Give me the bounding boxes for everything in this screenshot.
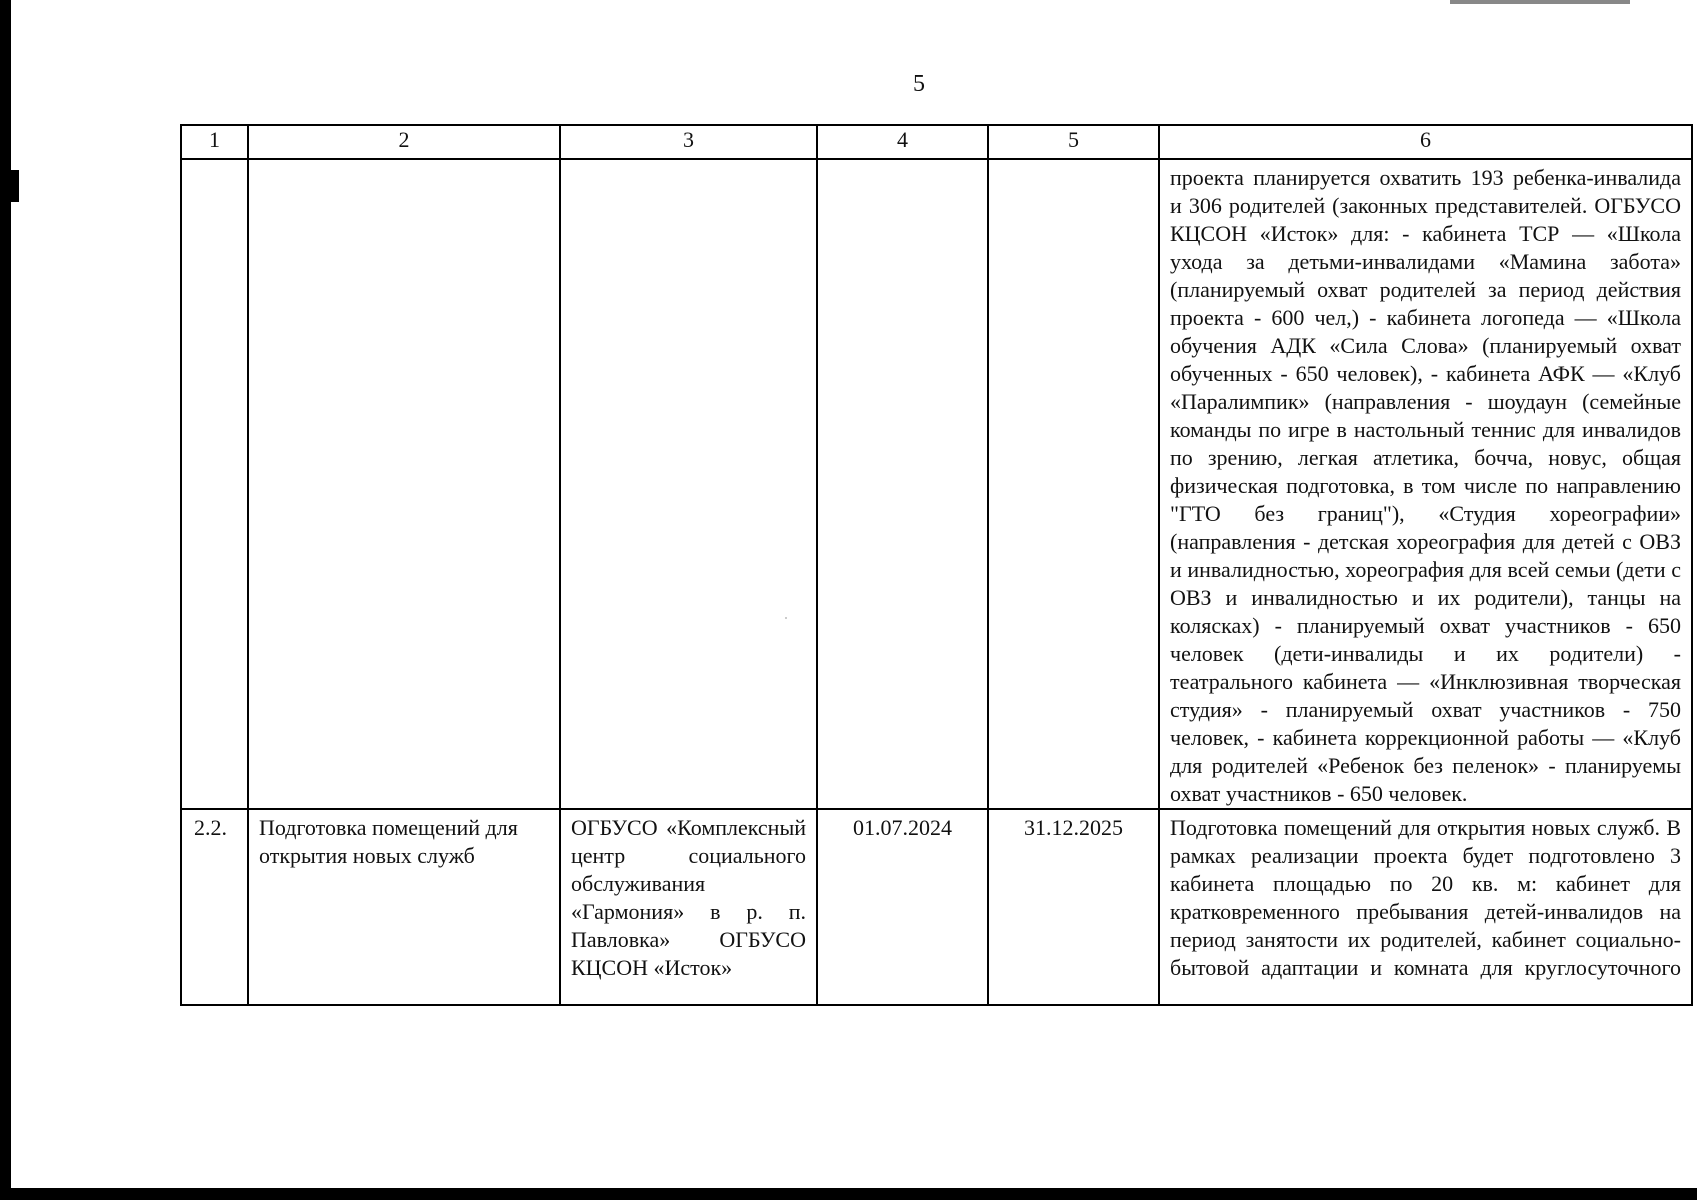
continuation-col-3 [560,159,817,809]
continuation-col-4 [817,159,988,809]
header-col-4: 4 [817,125,988,159]
document-table [180,124,1693,1006]
row-number: 2.2. [181,809,248,1005]
header-col-3: 3 [560,125,817,159]
scan-edge-top [1450,0,1630,4]
scan-edge-left [0,0,11,1200]
row-start-date: 01.07.2024 [817,809,988,1005]
continuation-col-2 [248,159,560,809]
header-col-2: 2 [248,125,560,159]
continuation-description: проекта планируется охватить 193 ребенка-инвалида и 306 родителей (законных представителей. ОГБУСО КЦСОН «Исток» для: - кабинета ТСР — «Школа ухода за детьми-инвалидами «Мамина забота» (планируемый охват родителей за период действия проекта - 600 чел,) - кабинета логопеда — «Школа обучения АДК «Сила Слова» (планируемый охват обученных - 650 человек), - кабинета АФК — «Клуб «Паралимпик» (направления - шоудаун (семейные команды по игре в настольный теннис для инвалидов по зрению, легкая атлетика, бочча, новус, общая физическая подготовка, в том числе по направлению "ГТО без границ"), «Студия хореографии» (направления - детская хореография для детей с ОВЗ и инвалидностью, хореография для всей семьи (дети с ОВЗ и инвалидностью и их родители), танцы на колясках) - планируемый охват участников - 650 человек (дети-инвалиды и их родители) - театрального кабинета — «Инклюзивная творческая студия» - планируемый охват участников - 750 человек, - кабинета коррекционной работы — «Клуб для родителей «Ребенок без пеленок» - планируемы охват участников - 650 человек. [1159,159,1692,809]
header-col-5: 5 [988,125,1159,159]
row-end-date: 31.12.2025 [988,809,1159,1005]
scan-edge-mark [11,170,19,202]
table-row-continuation [181,159,1692,809]
row-executor: ОГБУСО «Комплексный центр социального обслуживания «Гармония» в р. п. Павловка» ОГБУСО КЦСОН «Исток» [560,809,817,1005]
page-number: 5 [913,71,925,97]
continuation-col-5 [988,159,1159,809]
header-col-1: 1 [181,125,248,159]
continuation-col-1 [181,159,248,809]
header-col-6: 6 [1159,125,1692,159]
row-description: Подготовка помещений для открытия новых служб. В рамках реализации проекта будет подготовлено 3 кабинета площадью по 20 кв. м: кабинет для кратковременного пребывания детей-инвалидов на период занятости их родителей, кабинет социально-бытовой адаптации и комната для круглосуточного [1159,809,1692,1005]
table-row-2-2 [181,809,1692,1005]
table-header-row [181,125,1692,159]
scan-edge-bottom [0,1188,1697,1200]
row-name: Подготовка помещений для открытия новых служб [248,809,560,1005]
